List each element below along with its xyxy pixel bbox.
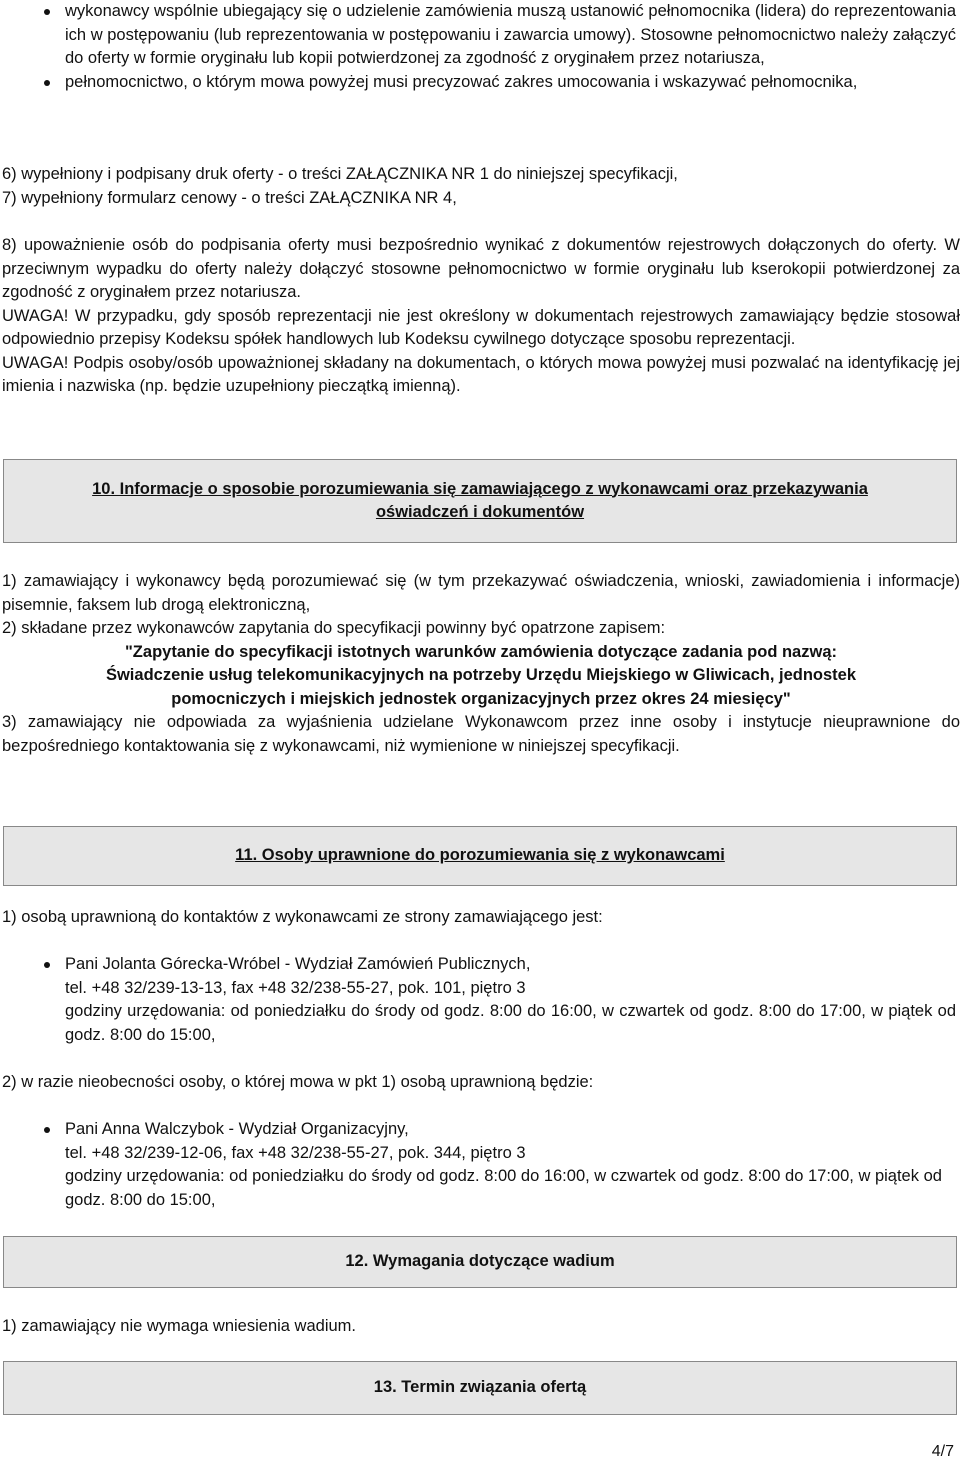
items-6-7 (0, 163, 960, 210)
section-10-heading-line1: 10. Informacje o sposobie porozumiewania się zamawiającego z wykonawcami oraz przekazywania (92, 479, 868, 498)
section-10-point-3: 3) zamawiający nie odpowiada za wyjaśnienia udzielane Wykonawcom przez inne osoby i instytucje nieuprawnione do bezpośredniego kontaktowania się z wykonawcami, niż wymienione w niniejszej specyfikacji. (2, 713, 960, 755)
section-13-heading (3, 1361, 957, 1415)
contact-1-phone: tel. +48 32/239-13-13, fax +48 32/238-55-27, pok. 101, piętro 3 (65, 978, 526, 997)
section-10-body (0, 570, 960, 758)
item-8-block (0, 234, 960, 399)
quote-line-1: "Zapytanie do specyfikacji istotnych warunków zamówienia dotyczące zadania pod nazwą: (124, 642, 837, 661)
section-13-heading-text: 13. Termin związania ofertą (373, 1378, 587, 1397)
quote-line-3: pomocniczych i miejskich jednostek organizacyjnych przez okres 24 miesięcy" (171, 689, 791, 708)
contact-2-hours: godziny urzędowania: od poniedziałku do środy od godz. 8:00 do 16:00, w czwartek od godz. 8:00 do 17:00, w piątek od godz. 8:00 do 15:00, (65, 1167, 942, 1209)
section-12-point-1: 1) zamawiający nie wymaga wniesienia wadium. (2, 1317, 356, 1335)
contact-1 (0, 953, 958, 1047)
bullet-item: pełnomocnictwo, o którym mowa powyżej musi precyzować zakres umocowania i wskazywać pełnomocnika, (0, 71, 958, 95)
item-8: 8) upoważnienie osób do podpisania oferty musi bezpośrednio wynikać z dokumentów rejestrowych dołączonych do oferty. W przeciwnym wypadku do oferty należy dołączyć stosowne pełnomocnictwo w formie oryginału lub kserokopii potwierdzonej za zgodność z oryginałem przez notariusza. (2, 236, 960, 301)
section-11-heading-text: 11. Osoby uprawnione do porozumiewania się z wykonawcami (235, 846, 725, 865)
section-12-heading-text: 12. Wymagania dotyczące wadium (345, 1252, 615, 1271)
section-11-point-2: 2) w razie nieobecności osoby, o której mowa w pkt 1) osobą uprawnioną będzie: (2, 1073, 594, 1091)
contact-2 (0, 1118, 958, 1212)
item-6: 6) wypełniony i podpisany druk oferty - o treści ZAŁĄCZNIKA NR 1 do niniejszej specyfikacji, (2, 165, 678, 183)
quote-line-2: Świadczenie usług telekomunikacyjnych na potrzeby Urzędu Miejskiego w Gliwicach, jednostek (105, 666, 857, 684)
section-10-heading (3, 459, 957, 543)
bullet-item: wykonawcy wspólnie ubiegający się o udzielenie zamówienia muszą ustanowić pełnomocnika (lidera) do reprezentowania ich w postępowaniu (lub reprezentowania w postępowaniu i zawarcia umowy). Stosowne pełnomocnictwo należy załączyć do oferty w formie oryginału lub kopii potwierdzonej za zgodność z oryginałem przez notariusza, (0, 0, 958, 71)
section-10-heading-line2: oświadczeń i dokumentów (375, 503, 585, 521)
contact-2-name: Pani Anna Walczybok - Wydział Organizacyjny, (0, 1118, 958, 1142)
contact-1-hours: godziny urzędowania: od poniedziałku do środy od godz. 8:00 do 16:00, w czwartek od godz. 8:00 do 17:00, w piątek od godz. 8:00 do 15:00, (65, 1002, 956, 1044)
contact-2-phone: tel. +48 32/239-12-06, fax +48 32/238-55-27, pok. 344, piętro 3 (65, 1143, 526, 1162)
item-7: 7) wypełniony formularz cenowy - o treści ZAŁĄCZNIKA NR 4, (2, 188, 457, 207)
page-number: 4/7 (931, 1443, 954, 1460)
section-12-heading (3, 1236, 957, 1288)
warning-2: UWAGA! Podpis osoby/osób upoważnionej składany na dokumentach, o których mowa powyżej musi pozwalać na identyfikację jej imienia i nazwiska (np. będzie uzupełniony pieczątką imienną). (2, 353, 960, 395)
warning-1: UWAGA! W przypadku, gdy sposób reprezentacji nie jest określony w dokumentach rejestrowych zamawiający będzie stosował odpowiednio przepisy Kodeksu spółek handlowych lub Kodeksu cywilnego dotyczące sposobu reprezentacji. (2, 306, 960, 348)
top-bullet-list (0, 0, 958, 94)
section-11-point-1: 1) osobą uprawnioną do kontaktów z wykonawcami ze strony zamawiającego jest: (2, 908, 603, 926)
section-10-point-1: 1) zamawiający i wykonawcy będą porozumiewać się (w tym przekazywać oświadczenia, wnioski, zawiadomienia i informacje) pisemnie, faksem lub drogą elektroniczną, (2, 572, 960, 614)
contact-1-name: Pani Jolanta Górecka-Wróbel - Wydział Zamówień Publicznych, (0, 953, 958, 977)
section-10-point-2: 2) składane przez wykonawców zapytania do specyfikacji powinny być opatrzone zapisem: (2, 619, 666, 637)
section-11-heading (3, 826, 957, 886)
